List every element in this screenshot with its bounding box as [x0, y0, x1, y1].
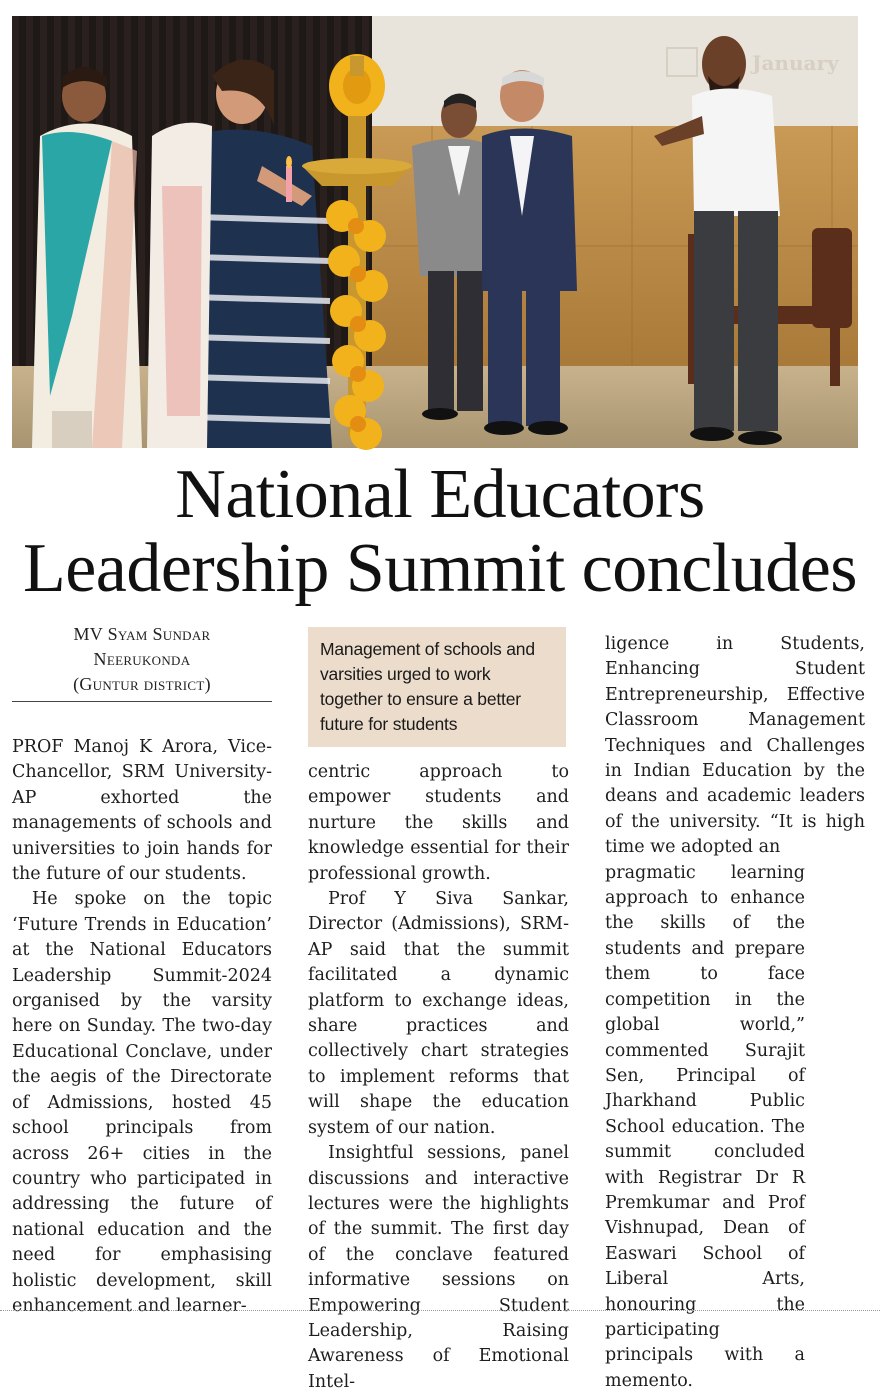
headline [0, 458, 880, 606]
article-photo [12, 16, 858, 448]
article-column-2 [308, 760, 569, 1395]
article-column-3 [605, 632, 865, 1394]
paragraph: Insightful sessions, panel discussions and interactive lectures were the highlights of the summit. The first day of the conclave featured informative sessions on Empowering Student Leadership, Raising Awareness of Emotional Intel- [308, 1143, 569, 1392]
paragraph: PROF Manoj K Arora, Vice-Chancellor, SRM University-AP exhorted the managements of schools and universities to join hands for the future of our students. [12, 737, 272, 885]
bottom-divider [0, 1310, 880, 1311]
backdrop-text: January [752, 51, 839, 75]
byline-location: (Guntur district) [73, 674, 211, 694]
byline [12, 622, 272, 697]
paragraph: pragmatic learning approach to enhance the skills of the students and prepare them to face competition in the global world,” commented Surajit Sen, Principal of Jharkhand Public School education. The summit concluded with Registrar Dr R Premkumar and Prof Vishnupad, Dean of Easwari School of Liberal Arts, honouring the participating principals with a memento. [605, 862, 805, 1391]
byline-name-2: Neerukonda [93, 649, 191, 669]
article-column-1 [12, 735, 272, 1319]
byline-divider [12, 701, 272, 702]
headline-line-1: National Educators [175, 456, 705, 533]
byline-name-1: MV Syam Sundar [73, 624, 211, 644]
paragraph: Prof Y Siva Sankar, Director (Admissions), SRM-AP said that the summit facilitated a dynamic platform to exchange ideas, share practices and collectively chart strategies to implement reforms that will shape the education system of our nation. [308, 889, 569, 1138]
headline-line-2: Leadership Summit concludes [22, 530, 858, 607]
paragraph: ligence in Students, Enhancing Student Entrepreneurship, Effective Classroom Management Techniques and Challenges in Indian Education by the deans and academic leaders of the university. “It is high time we adopted an [605, 634, 865, 858]
paragraph: centric approach to empower students and nurture the skills and knowledge essential for their professional growth. [308, 762, 569, 884]
pull-quote: Management of schools and varsities urged to work together to ensure a better future for students [308, 627, 566, 747]
paragraph: He spoke on the topic ‘Future Trends in Education’ at the National Educators Leadership Summit-2024 organised by the varsity here on Sunday. The two-day Educational Conclave, under the aegis of the Directorate of Admissions, hosted 45 school principals from across 26+ cities in the country who participated in addressing the future of national education and the need for emphasising holistic development, skill enhancement and learner- [12, 889, 272, 1316]
lamp-lighting-photo [12, 16, 858, 448]
